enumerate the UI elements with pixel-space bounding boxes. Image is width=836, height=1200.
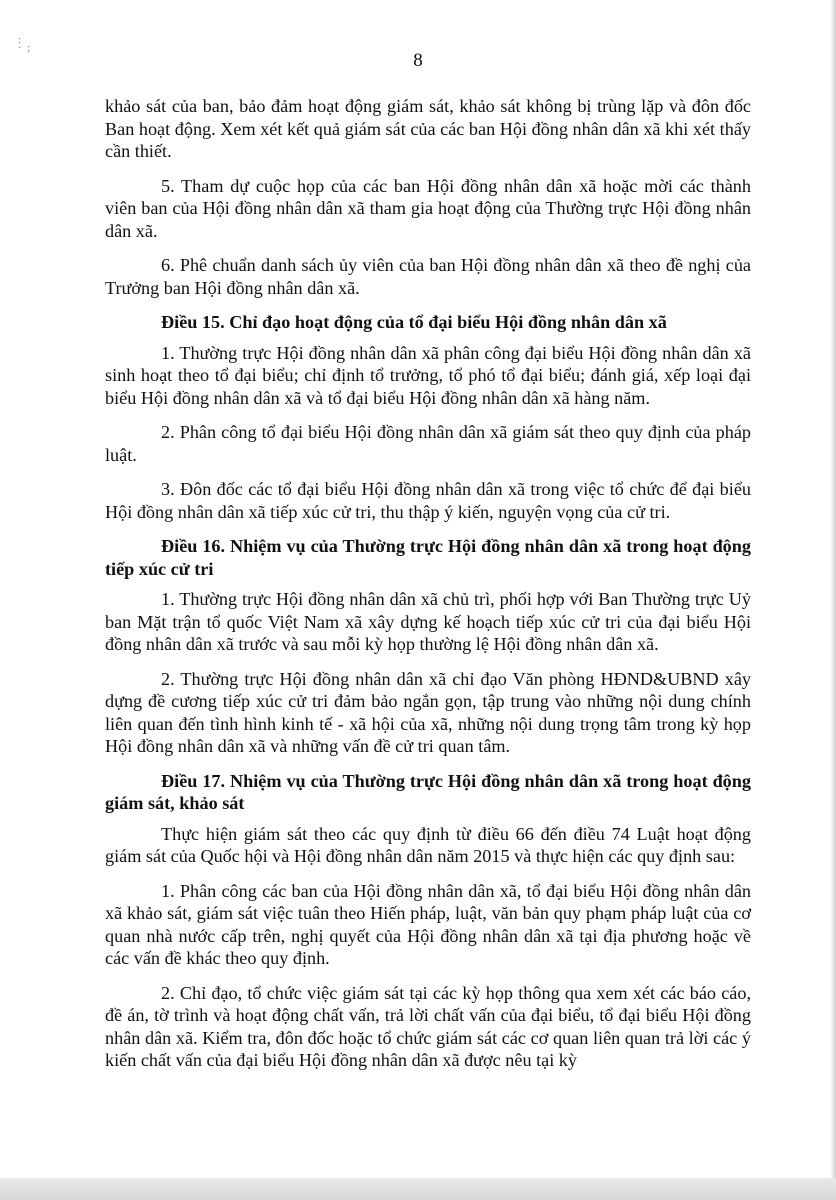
body-paragraph: 2. Chỉ đạo, tổ chức việc giám sát tại các kỳ họp thông qua xem xét các báo cáo, đề án, tờ trình và hoạt động chất vấn, trả lời chất vấn của đại biểu, tổ đại biểu Hội đồng nhân dân xã. Kiểm tra, đôn đốc hoặc tổ chức giám sát các cơ quan liên quan trả lời các ý kiến chất vấn của đại biểu Hội đồng nhân dân xã được nêu tại kỳ bbox=[105, 982, 751, 1070]
page-edge-shadow bbox=[830, 0, 836, 1200]
body-paragraph: 2. Phân công tổ đại biểu Hội đồng nhân dân xã giám sát theo quy định của pháp luật. bbox=[105, 422, 751, 465]
article-heading: Điều 15. Chỉ đạo hoạt động của tổ đại biểu Hội đồng nhân dân xã bbox=[161, 312, 667, 332]
article-heading: Điều 16. Nhiệm vụ của Thường trực Hội đồng nhân dân xã trong hoạt động tiếp xúc cử tri bbox=[105, 536, 751, 579]
scan-bottom-band bbox=[0, 1178, 836, 1200]
body-paragraph: 6. Phê chuẩn danh sách ủy viên của ban Hội đồng nhân dân xã theo đề nghị của Trưởng ban Hội đồng nhân dân xã. bbox=[105, 255, 751, 298]
body-paragraph: 1. Thường trực Hội đồng nhân dân xã chủ trì, phối hợp với Ban Thường trực Uỷ ban Mặt trận tổ quốc Việt Nam xã xây dựng kế hoạch tiếp xúc cử tri của đại biểu Hội đồng nhân dân xã trước và sau mỗi kỳ họp thường lệ Hội đồng nhân dân xã. bbox=[105, 589, 751, 654]
article-heading: Điều 17. Nhiệm vụ của Thường trực Hội đồng nhân dân xã trong hoạt động giám sát, khảo sát bbox=[105, 770, 751, 813]
document-body bbox=[105, 95, 751, 1084]
body-paragraph: 1. Phân công các ban của Hội đồng nhân dân xã, tổ đại biểu Hội đồng nhân dân xã khảo sát, giám sát việc tuân theo Hiến pháp, luật, văn bản quy phạm pháp luật của cơ quan nhà nước cấp trên, nghị quyết của Hội đồng nhân dân xã tại địa phương hoặc về các vấn đề khác theo quy định. bbox=[105, 880, 751, 968]
page-number: 8 bbox=[413, 50, 423, 71]
body-paragraph: 1. Thường trực Hội đồng nhân dân xã phân công đại biểu Hội đồng nhân dân xã sinh hoạt theo tổ đại biểu; chỉ định tổ trưởng, tổ phó tổ đại biểu; đánh giá, xếp loại đại biểu Hội đồng nhân dân xã và tổ đại biểu Hội đồng nhân dân xã hàng năm. bbox=[105, 342, 751, 408]
body-paragraph: 3. Đôn đốc các tổ đại biểu Hội đồng nhân dân xã trong việc tổ chức để đại biểu Hội đồng nhân dân xã tiếp xúc cử tri, thu thập ý kiến, nguyện vọng của cử tri. bbox=[105, 479, 751, 522]
body-paragraph: 2. Thường trực Hội đồng nhân dân xã chỉ đạo Văn phòng HĐND&UBND xây dựng đề cương tiếp xúc cử tri đảm bảo ngắn gọn, tập trung vào những nội dung chính liên quan đến tình hình kinh tế - xã hội của xã, những nội dung trọng tâm trong kỳ họp Hội đồng nhân dân xã và những vấn đề cử tri quan tâm. bbox=[105, 668, 751, 756]
body-paragraph: Thực hiện giám sát theo các quy định từ điều 66 đến điều 74 Luật hoạt động giám sát của Quốc hội và Hội đồng nhân dân năm 2015 và thực hiện các quy định sau: bbox=[105, 823, 751, 866]
scan-specks: : · ; bbox=[18, 34, 31, 54]
body-paragraph: 5. Tham dự cuộc họp của các ban Hội đồng nhân dân xã hoặc mời các thành viên ban của Hội đồng nhân dân xã tham gia hoạt động của Thường trực Hội đồng nhân dân xã. bbox=[105, 175, 751, 241]
body-paragraph: khảo sát của ban, bảo đảm hoạt động giám sát, khảo sát không bị trùng lặp và đôn đốc Ban hoạt động. Xem xét kết quả giám sát của các ban Hội đồng nhân dân xã khi xét thấy cần thiết. bbox=[105, 96, 751, 161]
